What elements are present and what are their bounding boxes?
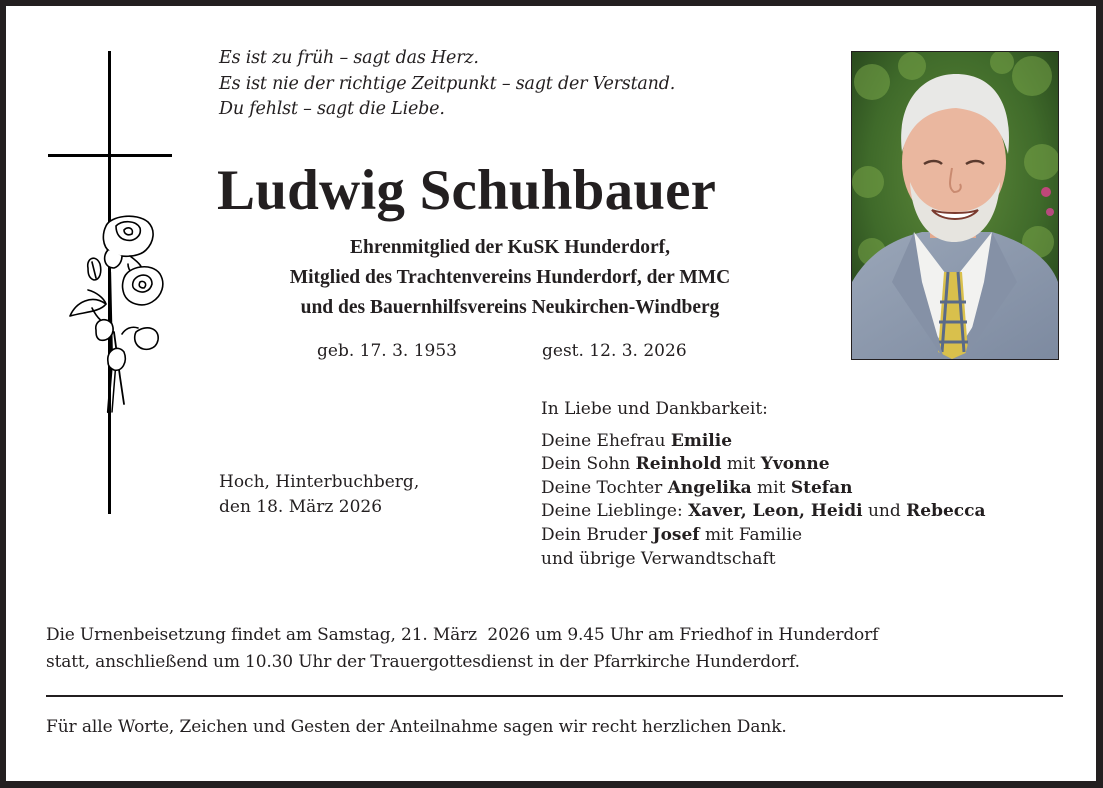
mourner-name: Xaver, Leon, Heidi — [688, 501, 863, 522]
poem-line: Es ist zu früh – sagt das Herz. — [219, 48, 479, 68]
mourner-connector: mit — [751, 477, 791, 498]
mourner-name: Angelika — [667, 477, 752, 498]
mourner-relation: Deine Lieblinge: — [541, 501, 689, 522]
membership-line: Ehrenmitglied der KuSK Hunderdorf, — [350, 237, 670, 258]
place-line: Hoch, Hinterbuchberg, — [219, 472, 420, 492]
deceased-name: Ludwig Schuhbauer — [217, 159, 717, 222]
mourner-name: Reinhold — [635, 454, 722, 475]
mourner-connector: mit Familie — [699, 524, 803, 545]
funeral-info — [46, 622, 878, 676]
membership-line: und des Bauernhilfsvereins Neukirchen-Windberg — [300, 297, 720, 318]
poem-line: Es ist nie der richtige Zeitpunkt – sagt der Verstand. — [219, 73, 676, 94]
divider — [46, 695, 1063, 697]
closing-thanks: Für alle Worte, Zeichen und Gesten der Anteilnahme sagen wir recht herzlichen Dank. — [46, 717, 787, 737]
funeral-line: statt, anschließend um 10.30 Uhr der Trauergottesdienst in der Pfarrkirche Hunderdorf. — [46, 652, 800, 672]
mourner-row — [541, 500, 986, 524]
mourner-row — [541, 453, 986, 477]
mourners-intro: In Liebe und Dankbarkeit: — [541, 399, 768, 419]
mourner-name: Emilie — [670, 430, 733, 451]
cross-icon-horizontal — [48, 154, 172, 157]
date-line: den 18. März 2026 — [219, 497, 383, 517]
mourner-relation: Dein Sohn — [541, 454, 636, 475]
mourner-row — [541, 548, 986, 572]
portrait-image — [852, 52, 1058, 359]
mourner-connector: und — [862, 501, 907, 522]
mourner-row — [541, 524, 986, 548]
funeral-line: Die Urnenbeisetzung findet am Samstag, 21. März 2026 um 9.45 Uhr am Friedhof in Hunderdorf — [46, 625, 879, 645]
memberships — [200, 233, 820, 323]
mourner-relation: Deine Ehefrau — [541, 430, 671, 451]
mourners-list — [541, 398, 986, 571]
birth-date: geb. 17. 3. 1953 — [317, 341, 457, 361]
membership-line: Mitglied des Trachtenvereins Hunderdorf, der MMC — [289, 267, 731, 288]
portrait-photo — [851, 51, 1059, 360]
mourner-row — [541, 477, 986, 501]
mourner-name: Rebecca — [906, 501, 986, 522]
mourner-name: Stefan — [790, 477, 853, 498]
mourner-relation: und übrige Verwandtschaft — [541, 548, 776, 569]
poem-line: Du fehlst – sagt die Liebe. — [219, 99, 445, 119]
mourner-name: Josef — [652, 524, 700, 545]
mourner-row — [541, 430, 986, 454]
mourner-name: Yvonne — [760, 454, 830, 475]
mourner-relation: Dein Bruder — [541, 524, 653, 545]
poem — [219, 46, 675, 123]
roses-icon — [66, 212, 170, 417]
mourner-connector: mit — [721, 454, 761, 475]
mourner-relation: Deine Tochter — [541, 477, 668, 498]
death-date: gest. 12. 3. 2026 — [542, 341, 687, 361]
place-date — [219, 470, 419, 520]
